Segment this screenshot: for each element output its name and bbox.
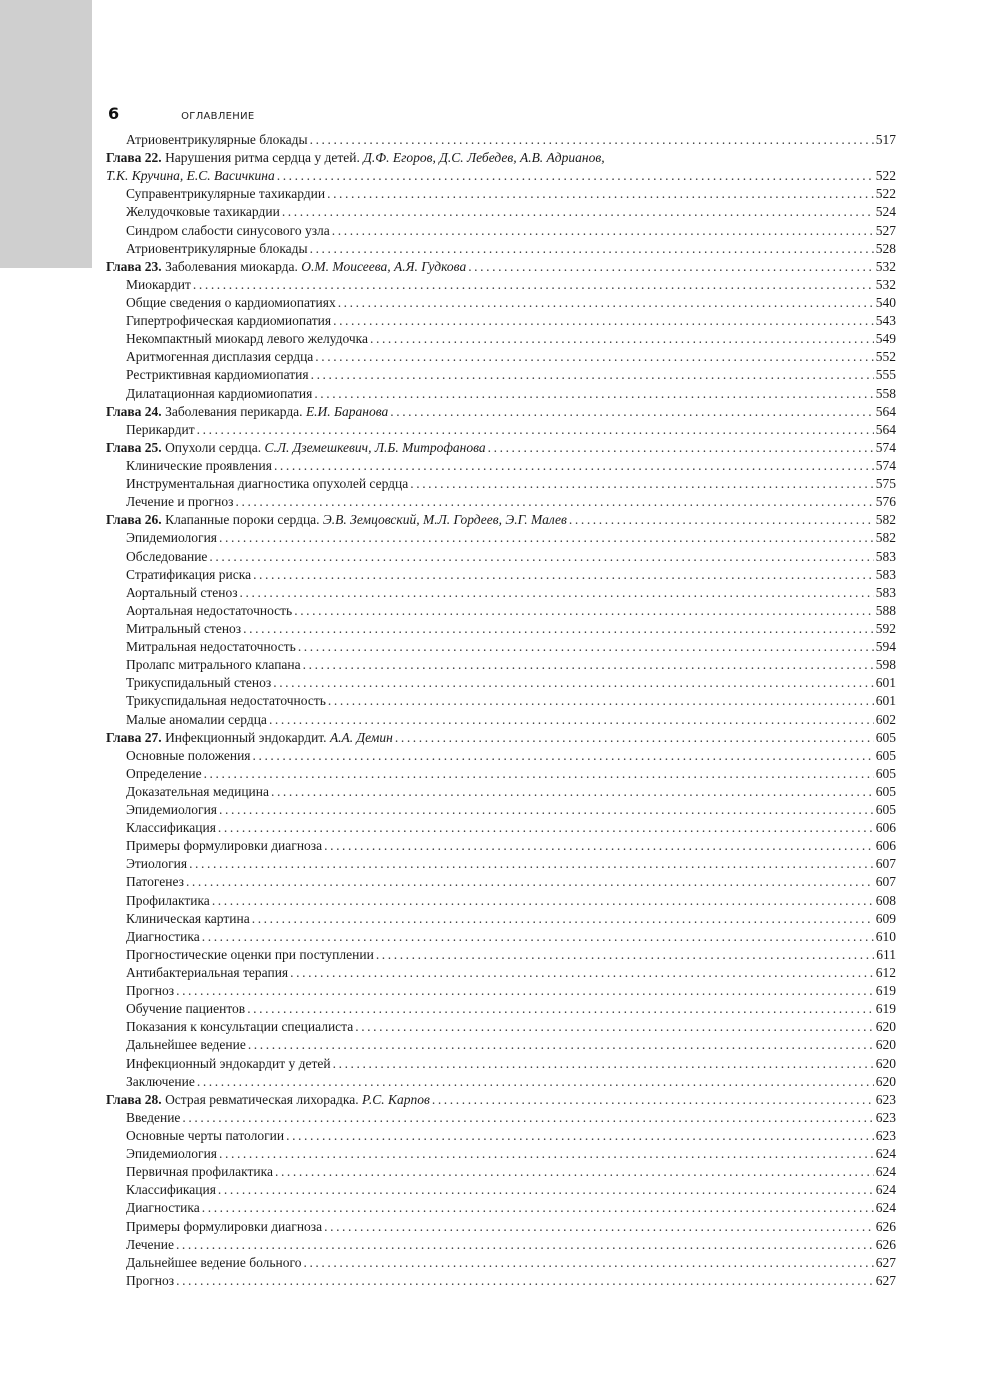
toc-entry-title: Дальнейшее ведение: [126, 1037, 246, 1053]
toc-entry-title: Диагностика: [126, 1200, 200, 1216]
toc-page-number: 601: [875, 693, 896, 709]
toc-entry: [106, 1163, 896, 1181]
toc-page-number: 583: [875, 548, 896, 564]
dot-leader: [410, 475, 874, 493]
toc-page-number: 611: [876, 946, 896, 962]
dot-leader: [186, 873, 874, 891]
dot-leader: [327, 185, 874, 203]
toc-page-number: 626: [875, 1218, 896, 1234]
toc-entry: [106, 656, 896, 674]
dot-leader: [282, 203, 874, 221]
chapter-authors: Т.К. Кручина, Е.С. Васичкина: [106, 168, 275, 184]
toc-entry: [106, 982, 896, 1000]
toc-page-number: 612: [875, 965, 896, 981]
toc-page-number: 517: [875, 132, 896, 147]
dot-leader: [271, 783, 874, 801]
toc-page-number: 592: [875, 620, 896, 636]
toc-entry: [106, 747, 896, 765]
toc-entry: [106, 711, 896, 729]
toc-page-number: 574: [875, 457, 896, 473]
toc-entry: [106, 203, 896, 221]
toc-entry: [106, 837, 896, 855]
toc-entry-title: [106, 167, 275, 185]
toc-entry: [106, 385, 896, 403]
chapter-label: Глава 25.: [106, 439, 162, 455]
toc-page-number: 598: [875, 657, 896, 673]
toc-entry-title: Общие сведения о кардиомиопатиях: [126, 294, 336, 310]
toc-entry: [106, 548, 896, 566]
toc-entry-title: Пролапс митрального клапана: [126, 657, 301, 673]
toc-entry-title: [106, 729, 393, 747]
toc-entry-title: Рестриктивная кардиомиопатия: [126, 367, 309, 383]
toc-entry-title: Желудочковые тахикардии: [126, 204, 280, 220]
toc-entry-title: Лечение и прогноз: [126, 494, 234, 510]
dot-leader: [315, 348, 873, 366]
chapter-label: Глава 24.: [106, 403, 162, 419]
toc-page-number: 606: [875, 838, 896, 854]
chapter-title: Заболевания перикарда.: [165, 403, 303, 419]
toc-page-number: 540: [875, 294, 896, 310]
dot-leader: [310, 240, 874, 258]
dot-leader: [218, 1181, 874, 1199]
dot-leader: [204, 765, 874, 783]
toc-entry-title: Стратификация риска: [126, 566, 252, 582]
chapter-title: Инфекционный эндокардит.: [165, 729, 327, 745]
side-thumb-tab: [0, 0, 92, 268]
chapter-authors: О.М. Моисеева, А.Я. Гудкова: [301, 258, 467, 274]
dot-leader: [202, 928, 874, 946]
dot-leader: [338, 294, 874, 312]
toc-page-number: 607: [875, 856, 896, 872]
toc-page-number: 605: [875, 747, 896, 763]
toc-entry-title: Антибактериальная терапия: [126, 965, 289, 981]
chapter-authors: Е.И. Баранова: [305, 403, 389, 419]
toc-entry: [106, 1218, 896, 1236]
toc-entry: [106, 1127, 896, 1145]
toc-page-number: 624: [875, 1182, 896, 1198]
toc-entry-title: Миокардит: [126, 276, 191, 292]
dot-leader: [290, 964, 874, 982]
toc-entry-title: Трикуспидальная недостаточность: [126, 693, 326, 709]
chapter-authors: Р.С. Карпов: [362, 1091, 430, 1107]
dot-leader: [252, 910, 874, 928]
toc-page-number: 524: [875, 204, 896, 220]
toc-page-number: 549: [875, 331, 896, 347]
toc-page-number: 558: [875, 385, 896, 401]
dot-leader: [376, 946, 874, 964]
toc-entry: [106, 185, 896, 203]
toc-page-number: 582: [875, 530, 896, 546]
toc-entry: [106, 1109, 896, 1127]
dot-leader: [303, 1254, 873, 1272]
dot-leader: [240, 584, 874, 602]
toc-page-number: 620: [875, 1055, 896, 1071]
toc-page-number: 620: [875, 1037, 896, 1053]
page-number: 6: [108, 104, 120, 123]
toc-chapter-entry: [106, 729, 896, 747]
dot-leader: [569, 511, 874, 529]
toc-page-number: 583: [875, 566, 896, 582]
toc-entry: [106, 1018, 896, 1036]
toc-entry: [106, 1000, 896, 1018]
toc-entry-title: [106, 149, 605, 167]
toc-entry-title: Инфекционный эндокардит у детей: [126, 1055, 331, 1071]
toc-page-number: 624: [875, 1164, 896, 1180]
dot-leader: [310, 131, 874, 149]
dot-leader: [212, 892, 874, 910]
toc-entry: [106, 783, 896, 801]
toc-page-number: 627: [875, 1272, 896, 1288]
toc-entry-title: Инструментальная диагностика опухолей сердца: [126, 476, 409, 492]
toc-entry-title: Профилактика: [126, 892, 210, 908]
toc-entry: [106, 674, 896, 692]
dot-leader: [311, 366, 874, 384]
toc-page-number: 610: [875, 928, 896, 944]
toc-page-number: 564: [875, 421, 896, 437]
dot-leader: [324, 837, 874, 855]
toc-entry-title: [106, 258, 466, 276]
toc-entry: [106, 312, 896, 330]
dot-leader: [324, 1218, 874, 1236]
toc-entry-title: Эпидемиология: [126, 530, 218, 546]
toc-page-number: 624: [875, 1200, 896, 1216]
chapter-title: Клапанные пороки сердца.: [165, 512, 320, 528]
running-title: ОГЛАВЛЕНИЕ: [181, 111, 255, 122]
chapter-authors: Д.Ф. Егоров, Д.С. Лебедев, А.В. Адрианов,: [363, 150, 605, 166]
toc-entry-title: Гипертрофическая кардиомиопатия: [126, 313, 332, 329]
dot-leader: [370, 330, 874, 348]
toc-page-number: 532: [875, 276, 896, 292]
toc-entry: [106, 964, 896, 982]
dot-leader: [176, 1236, 874, 1254]
toc-entry-title: Классификация: [126, 1182, 216, 1198]
toc-entry-title: Обследование: [126, 548, 208, 564]
toc-page-number: 627: [875, 1254, 896, 1270]
toc-entry: [106, 457, 896, 475]
toc-entry-title: Митральный стеноз: [126, 620, 242, 636]
dot-leader: [248, 1036, 874, 1054]
toc-entry: [106, 240, 896, 258]
toc-entry: [106, 167, 896, 185]
toc-entry: [106, 294, 896, 312]
dot-leader: [298, 638, 874, 656]
dot-leader: [468, 258, 874, 276]
toc-entry: [106, 692, 896, 710]
dot-leader: [253, 566, 874, 584]
toc-page-number: 532: [875, 258, 896, 274]
toc-chapter-entry: [106, 403, 896, 421]
toc-page-number: 623: [875, 1109, 896, 1125]
chapter-label: Глава 27.: [106, 729, 162, 745]
toc-page-number: 522: [875, 168, 896, 184]
dot-leader: [243, 620, 874, 638]
dot-leader: [219, 801, 874, 819]
toc-entry: [106, 620, 896, 638]
toc-page-number: 605: [875, 802, 896, 818]
dot-leader: [197, 421, 874, 439]
dot-leader: [333, 312, 874, 330]
toc-chapter-entry: [106, 258, 896, 276]
dot-leader: [176, 982, 874, 1000]
toc-entry: [106, 529, 896, 547]
dot-leader: [247, 1000, 874, 1018]
toc-page-number: 605: [875, 729, 896, 745]
toc-entry: [106, 1236, 896, 1254]
toc-entry-title: Этиология: [126, 856, 188, 872]
toc-page-number: 602: [875, 711, 896, 727]
dot-leader: [303, 656, 874, 674]
chapter-authors: Э.В. Земцовский, М.Л. Гордеев, Э.Г. Малев: [322, 512, 567, 528]
toc-entry-title: Эпидемиология: [126, 1146, 218, 1162]
toc-page-number: 607: [875, 874, 896, 890]
toc-entry-title: Определение: [126, 765, 202, 781]
toc-page-number: 582: [875, 512, 896, 528]
dot-leader: [209, 548, 873, 566]
toc-entry-title: [106, 511, 567, 529]
toc-entry-title: Аортальный стеноз: [126, 584, 238, 600]
toc-page-number: 619: [875, 983, 896, 999]
table-of-contents: [106, 131, 896, 1290]
dot-leader: [332, 222, 874, 240]
toc-entry-title: Показания к консультации специалиста: [126, 1019, 354, 1035]
toc-entry-title: Аритмогенная дисплазия сердца: [126, 349, 314, 365]
toc-entry: [106, 348, 896, 366]
toc-entry-title: Патогенез: [126, 874, 184, 890]
toc-page-number: 606: [875, 820, 896, 836]
toc-chapter-entry: [106, 511, 896, 529]
toc-entry-title: Примеры формулировки диагноза: [126, 1218, 323, 1234]
toc-entry-title: Первичная профилактика: [126, 1164, 273, 1180]
toc-page-number: 623: [875, 1091, 896, 1107]
toc-entry: [106, 276, 896, 294]
dot-leader: [218, 819, 874, 837]
toc-entry-title: Диагностика: [126, 928, 200, 944]
toc-entry-title: Атриовентрикулярные блокады: [126, 240, 308, 256]
toc-entry: [106, 131, 896, 149]
toc-entry-title: Основные черты патологии: [126, 1128, 285, 1144]
toc-entry: [106, 1272, 896, 1290]
toc-entry-title: Митральная недостаточность: [126, 639, 296, 655]
toc-entry: [106, 584, 896, 602]
dot-leader: [286, 1127, 874, 1145]
page-header: [108, 104, 255, 123]
toc-entry: [106, 493, 896, 511]
toc-entry-title: Дилатационная кардиомиопатия: [126, 385, 313, 401]
dot-leader: [390, 403, 874, 421]
toc-page-number: 609: [875, 910, 896, 926]
toc-entry-title: Доказательная медицина: [126, 783, 269, 799]
toc-entry-title: Обучение пациентов: [126, 1001, 246, 1017]
toc-entry: [106, 1145, 896, 1163]
toc-entry-title: [106, 403, 388, 421]
dot-leader: [182, 1109, 873, 1127]
dot-leader: [275, 1163, 874, 1181]
toc-page-number: 594: [875, 639, 896, 655]
toc-entry: [106, 1073, 896, 1091]
toc-entry-title: Примеры формулировки диагноза: [126, 838, 323, 854]
toc-page-number: 522: [875, 186, 896, 202]
toc-entry: [106, 566, 896, 584]
dot-leader: [395, 729, 874, 747]
toc-entry-title: [106, 1091, 430, 1109]
toc-entry: [106, 1199, 896, 1217]
toc-page-number: 576: [875, 494, 896, 510]
toc-page-number: 552: [875, 349, 896, 365]
dot-leader: [253, 747, 874, 765]
toc-entry-title: Малые аномалии сердца: [126, 711, 267, 727]
toc-entry: [106, 892, 896, 910]
toc-page-number: 608: [875, 892, 896, 908]
toc-entry-title: Эпидемиология: [126, 802, 218, 818]
toc-page-number: 605: [875, 783, 896, 799]
toc-entry-title: Аортальная недостаточность: [126, 602, 293, 618]
chapter-title: Нарушения ритма сердца у детей.: [165, 150, 360, 166]
toc-entry: [106, 1055, 896, 1073]
toc-page-number: 574: [875, 439, 896, 455]
dot-leader: [294, 602, 874, 620]
dot-leader: [432, 1091, 874, 1109]
toc-page-number: 588: [875, 602, 896, 618]
toc-entry: [106, 330, 896, 348]
toc-page-number: 619: [875, 1001, 896, 1017]
toc-entry: [106, 765, 896, 783]
toc-entry-title: Клиническая картина: [126, 910, 250, 926]
chapter-title: Острая ревматическая лихорадка.: [165, 1091, 359, 1107]
dot-leader: [193, 276, 874, 294]
dot-leader: [273, 674, 874, 692]
toc-entry: [106, 855, 896, 873]
toc-entry: [106, 222, 896, 240]
toc-entry-title: Прогностические оценки при поступлении: [126, 946, 374, 962]
toc-entry-title: Прогноз: [126, 983, 175, 999]
chapter-authors: С.Л. Дземешкевич, Л.Б. Митрофанова: [264, 439, 486, 455]
dot-leader: [236, 493, 874, 511]
toc-page-number: 626: [875, 1236, 896, 1252]
toc-page-number: 601: [875, 675, 896, 691]
dot-leader: [202, 1199, 874, 1217]
toc-entry: [106, 801, 896, 819]
chapter-label: Глава 28.: [106, 1091, 162, 1107]
toc-page-number: 583: [875, 584, 896, 600]
toc-page-number: 620: [875, 1019, 896, 1035]
toc-entry: [106, 421, 896, 439]
toc-chapter-entry: [106, 1091, 896, 1109]
dot-leader: [488, 439, 874, 457]
toc-entry-title: Перикардит: [126, 421, 195, 437]
chapter-title: Опухоли сердца.: [165, 439, 262, 455]
toc-page-number: 624: [875, 1146, 896, 1162]
dot-leader: [269, 711, 874, 729]
dot-leader: [355, 1018, 874, 1036]
dot-leader: [314, 385, 873, 403]
chapter-label: Глава 22.: [106, 150, 162, 166]
chapter-authors: А.А. Демин: [329, 729, 393, 745]
toc-page-number: 527: [875, 222, 896, 238]
toc-page-number: 575: [875, 476, 896, 492]
toc-page-number: 620: [875, 1073, 896, 1089]
toc-entry: [106, 366, 896, 384]
toc-chapter-entry: [106, 439, 896, 457]
dot-leader: [176, 1272, 874, 1290]
toc-page-number: 623: [875, 1128, 896, 1144]
toc-entry-title: Клинические проявления: [126, 457, 272, 473]
toc-entry: [106, 638, 896, 656]
toc-entry-title: Трикуспидальный стеноз: [126, 675, 272, 691]
dot-leader: [189, 855, 874, 873]
toc-entry-title: Атриовентрикулярные блокады: [126, 132, 308, 147]
toc-entry: [106, 819, 896, 837]
toc-entry-title: Лечение: [126, 1236, 174, 1252]
toc-entry: [106, 475, 896, 493]
dot-leader: [277, 167, 874, 185]
toc-entry-title: Дальнейшее ведение больного: [126, 1254, 302, 1270]
toc-entry-title: Основные положения: [126, 747, 251, 763]
toc-entry: [106, 602, 896, 620]
dot-leader: [274, 457, 874, 475]
toc-entry: [106, 1036, 896, 1054]
toc-entry: [106, 1254, 896, 1272]
toc-entry-title: Заключение: [126, 1073, 195, 1089]
toc-page-number: 555: [875, 367, 896, 383]
toc-entry-title: Некомпактный миокард левого желудочка: [126, 331, 368, 347]
toc-page-number: 543: [875, 313, 896, 329]
chapter-label: Глава 23.: [106, 258, 162, 274]
toc-entry-title: Классификация: [126, 820, 216, 836]
dot-leader: [328, 692, 874, 710]
toc-page-number: 605: [875, 765, 896, 781]
dot-leader: [219, 529, 874, 547]
toc-entry: [106, 1181, 896, 1199]
toc-entry: [106, 946, 896, 964]
toc-entry-title: [106, 439, 486, 457]
dot-leader: [333, 1055, 874, 1073]
dot-leader: [219, 1145, 874, 1163]
toc-entry-title: Суправентрикулярные тахикардии: [126, 186, 326, 202]
toc-entry: [106, 910, 896, 928]
toc-entry-title: Синдром слабости синусового узла: [126, 222, 330, 238]
toc-entry-title: Прогноз: [126, 1272, 175, 1288]
dot-leader: [197, 1073, 874, 1091]
toc-page-number: 528: [875, 240, 896, 256]
chapter-label: Глава 26.: [106, 512, 162, 528]
toc-page-number: 564: [875, 403, 896, 419]
toc-entry-title: Введение: [126, 1109, 181, 1125]
toc-entry: [106, 873, 896, 891]
toc-chapter-entry: [106, 149, 896, 167]
toc-entry: [106, 928, 896, 946]
chapter-title: Заболевания миокарда.: [165, 258, 298, 274]
